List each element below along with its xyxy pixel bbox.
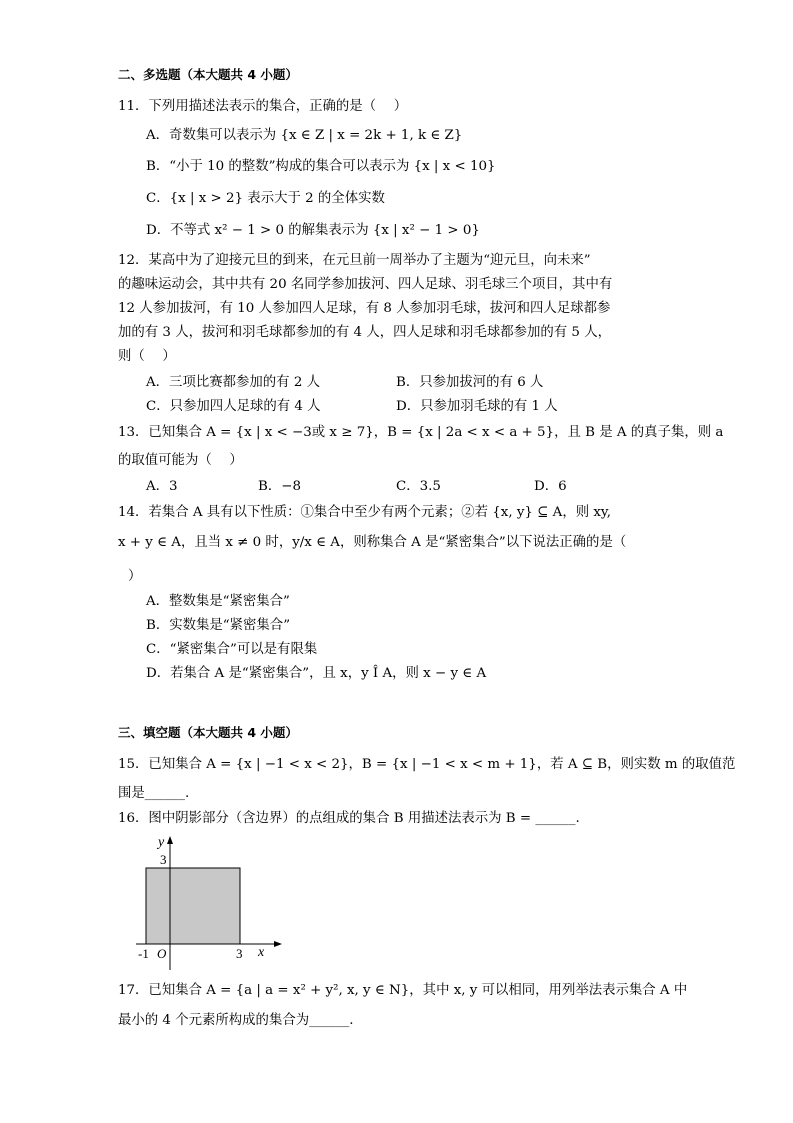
q12-line-4: 加的有 3 人，拔河和羽毛球都参加的有 4 人，四人足球和羽毛球都参加的有 5 人， — [118, 325, 611, 340]
q13-line-2: 的取值可能为（ ） — [118, 453, 243, 468]
q13-option-c: C．3.5 — [396, 479, 441, 494]
q12-option-c: C．只参加四人足球的有 4 人 — [146, 399, 321, 414]
q11-option-d: D．不等式 x² − 1 > 0 的解集表示为 {x | x² − 1 > 0} — [146, 223, 480, 238]
q12-option-d: D．只参加羽毛球的有 1 人 — [396, 399, 558, 414]
section-3-title: 三、填空题（本大题共 4 小题） — [118, 725, 298, 740]
q14-line-3: ） — [128, 569, 142, 584]
q12-option-a: A．三项比赛都参加的有 2 人 — [146, 375, 320, 390]
q15-line-1: 15．已知集合 A = {x | −1 < x < 2}，B = {x | −1 < x < m + 1}，若 A ⊆ B，则实数 m 的取值范 — [118, 757, 736, 772]
q12-line-1: 12．某高中为了迎接元旦的到来，在元旦前一周举办了主题为“迎元旦，向未来” — [118, 253, 591, 268]
q17-line-1: 17．已知集合 A = {a | a = x² + y², x, y ∈ N}，其中 x, y 可以相同，用列举法表示集合 A 中 — [118, 983, 688, 998]
q17-line-2: 最小的 4 个元素所构成的集合为______. — [118, 1013, 354, 1028]
q14-option-b: B．实数集是“紧密集合” — [146, 618, 291, 633]
q12-line-3: 12 人参加拔河，有 10 人参加四人足球，有 8 人参加羽毛球，拔河和四人足球都参 — [118, 301, 611, 316]
x-axis-label: x — [258, 945, 265, 960]
x-tick-neg1: -1 — [138, 946, 149, 961]
q14-option-c: C．“紧密集合”可以是有限集 — [146, 642, 318, 657]
q13-line-1: 13．已知集合 A = {x | x < −3或 x ≥ 7}，B = {x | 2a < x < a + 5}，且 B 是 A 的真子集，则 a — [118, 425, 724, 440]
y-tick-3: 3 — [160, 852, 167, 867]
y-axis-arrow-icon — [167, 836, 173, 844]
q11-option-b: B．“小于 10 的整数”构成的集合可以表示为 {x | x < 10} — [146, 159, 496, 174]
q14-line-1: 14．若集合 A 具有以下性质：①集合中至少有两个元素；②若 {x, y} ⊆ A，则 xy, — [118, 505, 611, 520]
y-axis-label: y — [158, 835, 165, 850]
q11-option-a: A．奇数集可以表示为 {x ∈ Z | x = 2k + 1, k ∈ Z} — [146, 128, 463, 143]
q15-line-2: 围是______. — [118, 786, 190, 801]
x-axis-arrow-icon — [274, 941, 282, 947]
q16-line-1: 16．图中阴影部分（含边界）的点组成的集合 B 用描述法表示为 B = ______. — [118, 811, 580, 826]
x-tick-3: 3 — [236, 946, 243, 961]
q14-line-2: x + y ∈ A，且当 x ≠ 0 时，y/x ∈ A，则称集合 A 是“紧密集合”以下说法正确的是（ — [118, 535, 627, 550]
q12-line-2: 的趣味运动会，其中共有 20 名同学参加拔河、四人足球、羽毛球三个项目，其中有 — [118, 277, 613, 292]
q13-option-b: B．−8 — [258, 479, 301, 494]
q14-option-d: D．若集合 A 是“紧密集合”，且 x，y Î A，则 x − y ∈ A — [146, 666, 487, 681]
q13-option-d: D．6 — [534, 479, 567, 494]
q11-stem: 11．下列用描述法表示的集合，正确的是（ ） — [118, 99, 408, 114]
shaded-region — [146, 868, 240, 944]
q16-coordinate-figure — [128, 830, 288, 972]
q11-option-c: C．{x | x > 2} 表示大于 2 的全体实数 — [146, 191, 385, 206]
q12-line-5: 则（ ） — [118, 349, 176, 364]
q12-option-b: B．只参加拔河的有 6 人 — [396, 375, 544, 390]
origin-label: O — [157, 946, 167, 961]
section-2-title: 二、多选题（本大题共 4 小题） — [118, 67, 298, 82]
q13-option-a: A．3 — [146, 479, 178, 494]
q14-option-a: A．整数集是“紧密集合” — [146, 594, 290, 609]
